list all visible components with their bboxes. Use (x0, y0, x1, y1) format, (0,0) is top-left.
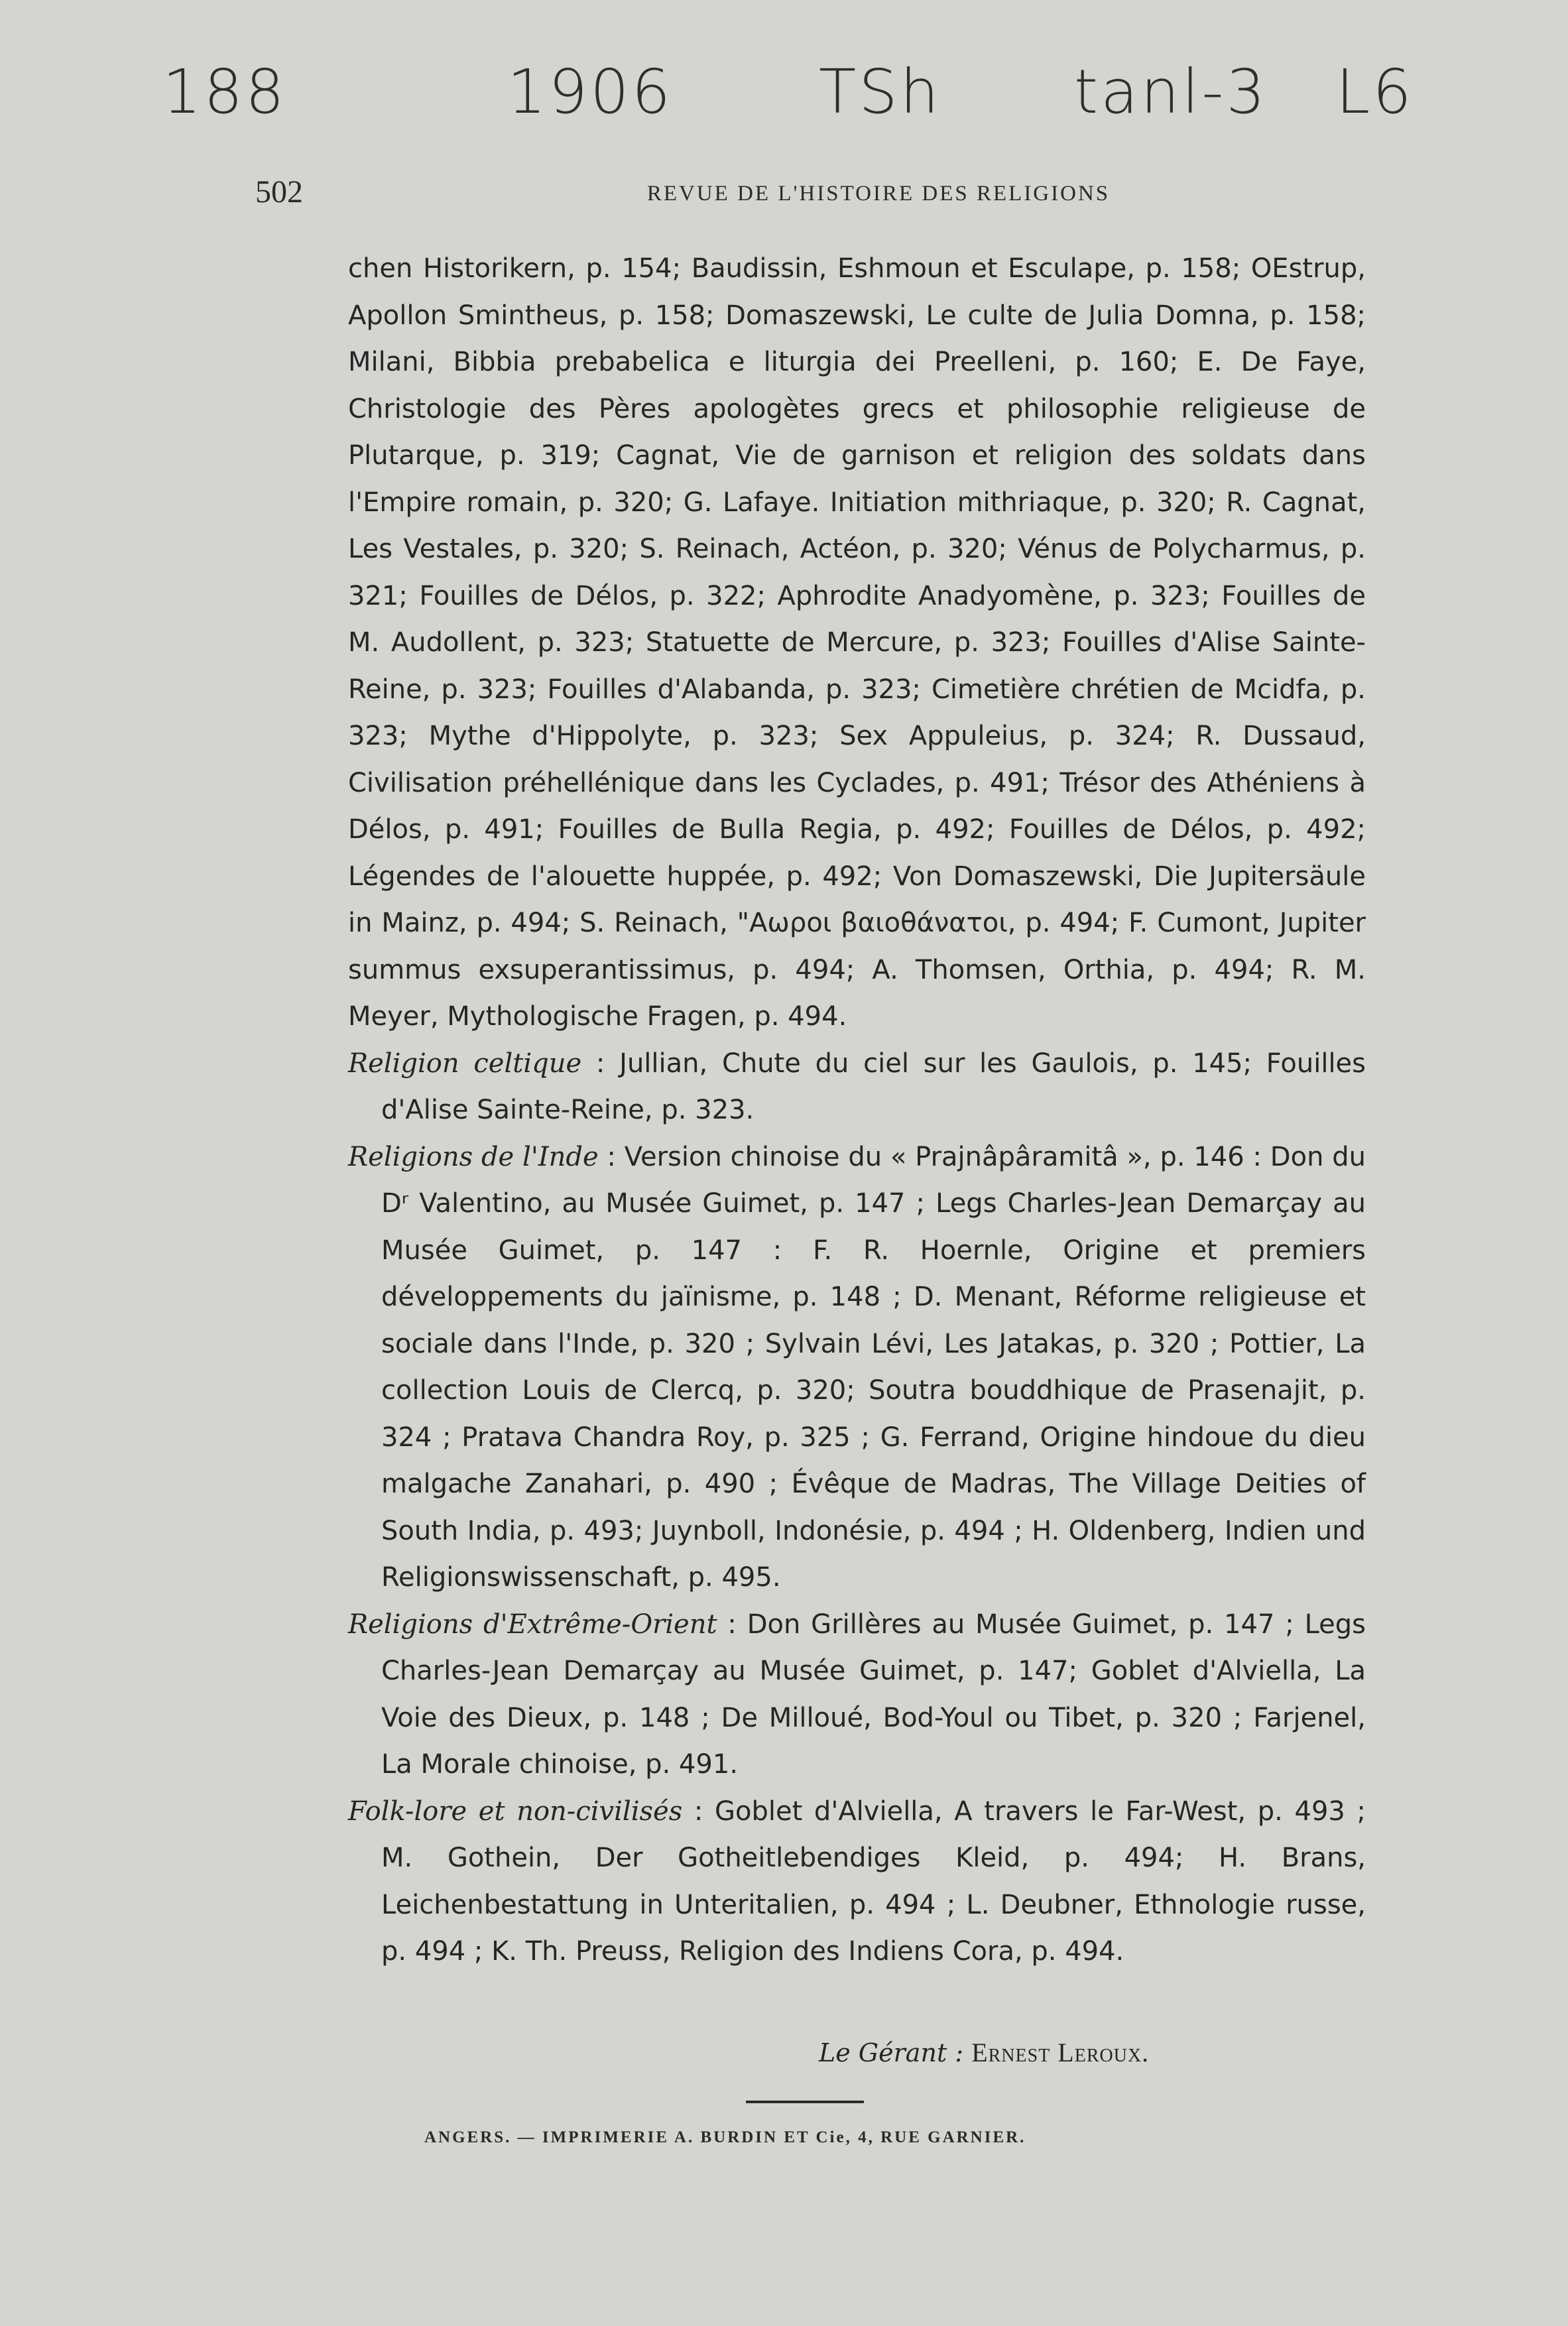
page-body (348, 245, 1366, 1975)
divider-rule (746, 2101, 864, 2103)
signature-name: Ernest Leroux. (971, 2038, 1150, 2067)
section-label: Religion celtique (348, 1048, 582, 1079)
handwritten-annotation-1: 188 (162, 56, 287, 127)
section-text: : Goblet d'Alviella, A travers le Far-West, p. 493 ; M. Gothein, Der Gotheitlebendiges Kleid, p. 494; H. Brans, Leichenbestattung in Unteritalien, p. 494 ; L. Deubner, Ethnologie russe, p. 494 ; K. Th. Preuss, Religion des Indiens Cora, p. 494. (381, 1796, 1366, 1967)
handwritten-annotation-2: 1906 (507, 56, 674, 127)
section-folk-lore (348, 1788, 1366, 1975)
handwritten-annotation-5: L6 (1336, 56, 1414, 127)
continuation-paragraph: chen Historikern, p. 154; Baudissin, Eshmoun et Esculape, p. 158; OEstrup, Apollon Smintheus, p. 158; Domaszewski, Le culte de Julia Domna, p. 158; Milani, Bibbia prebabelica e liturgia dei Preelleni, p. 160; E. De Faye, Christologie des Pères apologètes grecs et philosophie religieuse de Plutarque, p. 319; Cagnat, Vie de garnison et religion des soldats dans l'Empire romain, p. 320; G. Lafaye. Initiation mithriaque, p. 320; R. Cagnat, Les Vestales, p. 320; S. Reinach, Actéon, p. 320; Vénus de Polycharmus, p. 321; Fouilles de Délos, p. 322; Aphrodite Anadyomène, p. 323; Fouilles de M. Audollent, p. 323; Statuette de Mercure, p. 323; Fouilles d'Alise Sainte-Reine, p. 323; Fouilles d'Alabanda, p. 323; Cimetière chrétien de Mcidfa, p. 323; Mythe d'Hippolyte, p. 323; Sex Appuleius, p. 324; R. Dussaud, Civilisation préhellénique dans les Cyclades, p. 491; Trésor des Athéniens à Délos, p. 491; Fouilles de Bulla Regia, p. 492; Fouilles de Délos, p. 492; Légendes de l'alouette huppée, p. 492; Von Domaszewski, Die Jupitersäule in Mainz, p. 494; S. Reinach, "Αωροι βαιοθάνατοι, p. 494; F. Cumont, Jupiter summus exsuperantissimus, p. 494; A. Thomsen, Orthia, p. 494; R. M. Meyer, Mythologische Fragen, p. 494. (348, 253, 1366, 1032)
section-religion-celtique (348, 1040, 1366, 1134)
page-header (255, 174, 1382, 214)
signature (819, 2037, 1149, 2068)
printer-imprint: ANGERS. — IMPRIMERIE A. BURDIN ET Cie, 4, RUE GARNIER. (424, 2128, 1026, 2146)
section-label: Religions de l'Inde (348, 1141, 599, 1172)
section-text: : Don Grillères au Musée Guimet, p. 147 ; Legs Charles-Jean Demarçay au Musée Guimet, p. 147; Goblet d'Alviella, La Voie des Dieux, p. 148 ; De Milloué, Bod-Youl ou Tibet, p. 320 ; Farjenel, La Morale chinoise, p. 491. (381, 1609, 1366, 1780)
signature-label: Le Gérant : (819, 2038, 964, 2067)
running-head: REVUE DE L'HISTOIRE DES RELIGIONS (646, 182, 1111, 206)
section-label: Religions d'Extrême-Orient (348, 1609, 717, 1640)
section-text: : Jullian, Chute du ciel sur les Gaulois, p. 145; Fouilles d'Alise Sainte-Reine, p. 323. (381, 1048, 1366, 1125)
section-label: Folk-lore et non-civilisés (348, 1796, 683, 1827)
section-religions-inde (348, 1134, 1366, 1601)
handwritten-annotation-3: TSh (819, 56, 941, 127)
section-religions-extreme-orient (348, 1601, 1366, 1788)
section-text: : Version chinoise du « Prajnâpâramitâ », p. 146 : Don du Dʳ Valentino, au Musée Guimet, p. 147 ; Legs Charles-Jean Demarçay au Musée Guimet, p. 147 : F. R. Hoernle, Origine et premiers développements du jaïnisme, p. 148 ; D. Menant, Réforme religieuse et sociale dans l'Inde, p. 320 ; Sylvain Lévi, Les Jatakas, p. 320 ; Pottier, La collection Louis de Clercq, p. 320; Soutra bouddhique de Prasenajit, p. 324 ; Pratava Chandra Roy, p. 325 ; G. Ferrand, Origine hindoue du dieu malgache Zanahari, p. 490 ; Évêque de Madras, The Village Deities of South India, p. 493; Juynboll, Indonésie, p. 494 ; H. Oldenberg, Indien und Religionswissenschaft, p. 495. (381, 1141, 1366, 1593)
handwritten-annotation-4: tanl-3 (1074, 56, 1268, 127)
page-number: 502 (255, 174, 303, 210)
